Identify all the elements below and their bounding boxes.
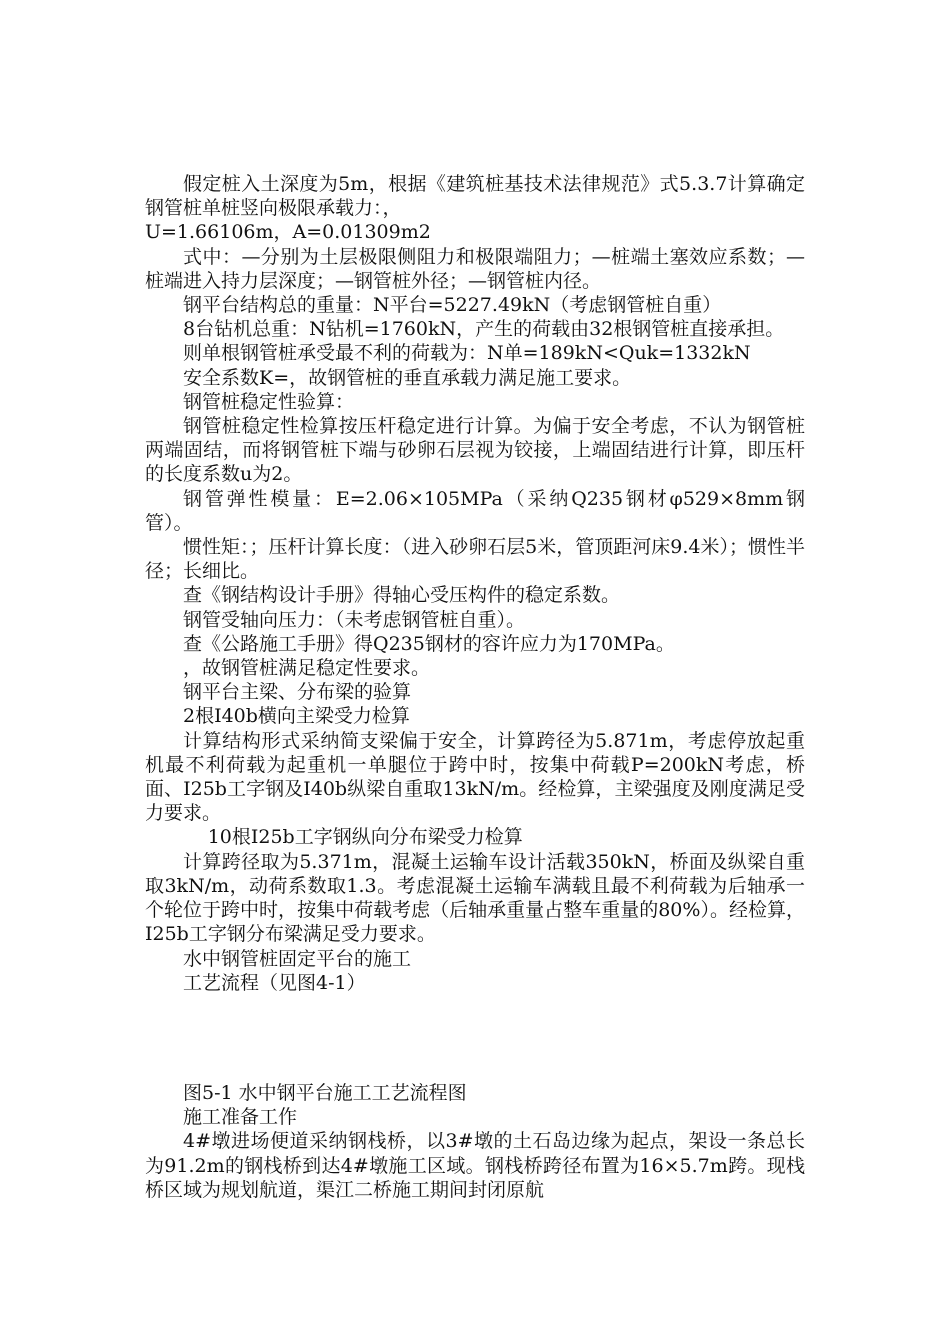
paragraph: 施工准备工作 bbox=[183, 1106, 298, 1129]
blank-spacer bbox=[145, 1014, 805, 1062]
paragraph: 钢管桩稳定性验算： bbox=[183, 390, 355, 413]
paragraph: 钢平台主梁、分布梁的验算 bbox=[183, 681, 412, 704]
paragraph: 计算结构形式采纳简支梁偏于安全，计算跨径为5.871m，考虑停放起重机最不利荷载为起重机一单腿位于跨中时，按集中荷载P=200kN考虑，桥面、I25b工字钢及I40b纵梁自重取13kN/m。经检算，主梁强度及刚度满足受力要求。 bbox=[145, 729, 805, 825]
paragraph: 8台钻机总重：N钻机=1760kN，产生的荷载由32根钢管桩直接承担。 bbox=[183, 318, 785, 341]
paragraph: 则单根钢管桩承受最不利的荷载为：N单=189kN<Quk=1332kN bbox=[183, 342, 751, 365]
paragraph: 钢管弹性模量：E=2.06×105MPa（采纳Q235钢材φ529×8mm钢管）。 bbox=[145, 487, 805, 534]
paragraph: 2根I40b横向主梁受力检算 bbox=[183, 705, 410, 728]
paragraph: 查《钢结构设计手册》得轴心受压构件的稳定系数。 bbox=[183, 584, 621, 607]
paragraph: 查《公路施工手册》得Q235钢材的容许应力为170MPa。 bbox=[183, 632, 675, 655]
paragraph: 图5-1 水中钢平台施工工艺流程图 bbox=[183, 1081, 467, 1104]
paragraph: 假定桩入土深度为5m，根据《建筑桩基技术法律规范》式5.3.7计算确定钢管桩单桩竖向极限承载力：， bbox=[145, 173, 805, 220]
paragraph: U=1.66106m，A=0.01309m2 bbox=[145, 221, 431, 244]
paragraph: 钢管桩稳定性检算按压杆稳定进行计算。为偏于安全考虑，不认为钢管桩两端固结，而将钢管桩下端与砂卵石层视为铰接，上端固结进行计算，即压杆的长度系数u为2。 bbox=[145, 415, 805, 486]
paragraph: 水中钢管桩固定平台的施工 bbox=[183, 947, 412, 970]
paragraph: 式中：—分别为土层极限侧阻力和极限端阻力；—桩端土塞效应系数；—桩端进入持力层深度；—钢管桩外径；—钢管桩内径。 bbox=[145, 245, 805, 292]
paragraph: 钢平台结构总的重量：N平台=5227.49kN（考虑钢管桩自重） bbox=[183, 294, 722, 317]
paragraph: 钢管受轴向压力：（未考虑钢管桩自重）。 bbox=[183, 608, 526, 631]
paragraph: ，故钢管桩满足稳定性要求。 bbox=[183, 657, 431, 680]
paragraph: 4#墩进场便道采纳钢栈桥，以3#墩的土石岛边缘为起点，架设一条总长为91.2m的钢栈桥到达4#墩施工区域。钢栈桥跨径布置为16×5.7m跨。现栈桥区域为规划航道，渠江二桥施工期间封闭原航 bbox=[145, 1130, 805, 1201]
paragraph: 安全系数K=，故钢管桩的垂直承载力满足施工要求。 bbox=[183, 366, 632, 389]
paragraph: 计算跨径取为5.371m，混凝土运输车设计活载350kN，桥面及纵梁自重取3kN/m，动荷系数取1.3。考虑混凝土运输车满载且最不利荷载为后轴承一个轮位于跨中时，按集中荷载考虑（后轴承重量占整车重量的80%）。经检算，I25b工字钢分布梁满足受力要求。 bbox=[145, 850, 805, 946]
document-body bbox=[145, 172, 805, 1202]
paragraph: 工艺流程（见图4-1） bbox=[183, 971, 366, 994]
paragraph: 10根I25b工字钢纵向分布梁受力检算 bbox=[207, 826, 523, 849]
paragraph: 惯性矩：；压杆计算长度：（进入砂卵石层5米，管顶距河床9.4米）；惯性半径；长细比。 bbox=[145, 536, 805, 583]
